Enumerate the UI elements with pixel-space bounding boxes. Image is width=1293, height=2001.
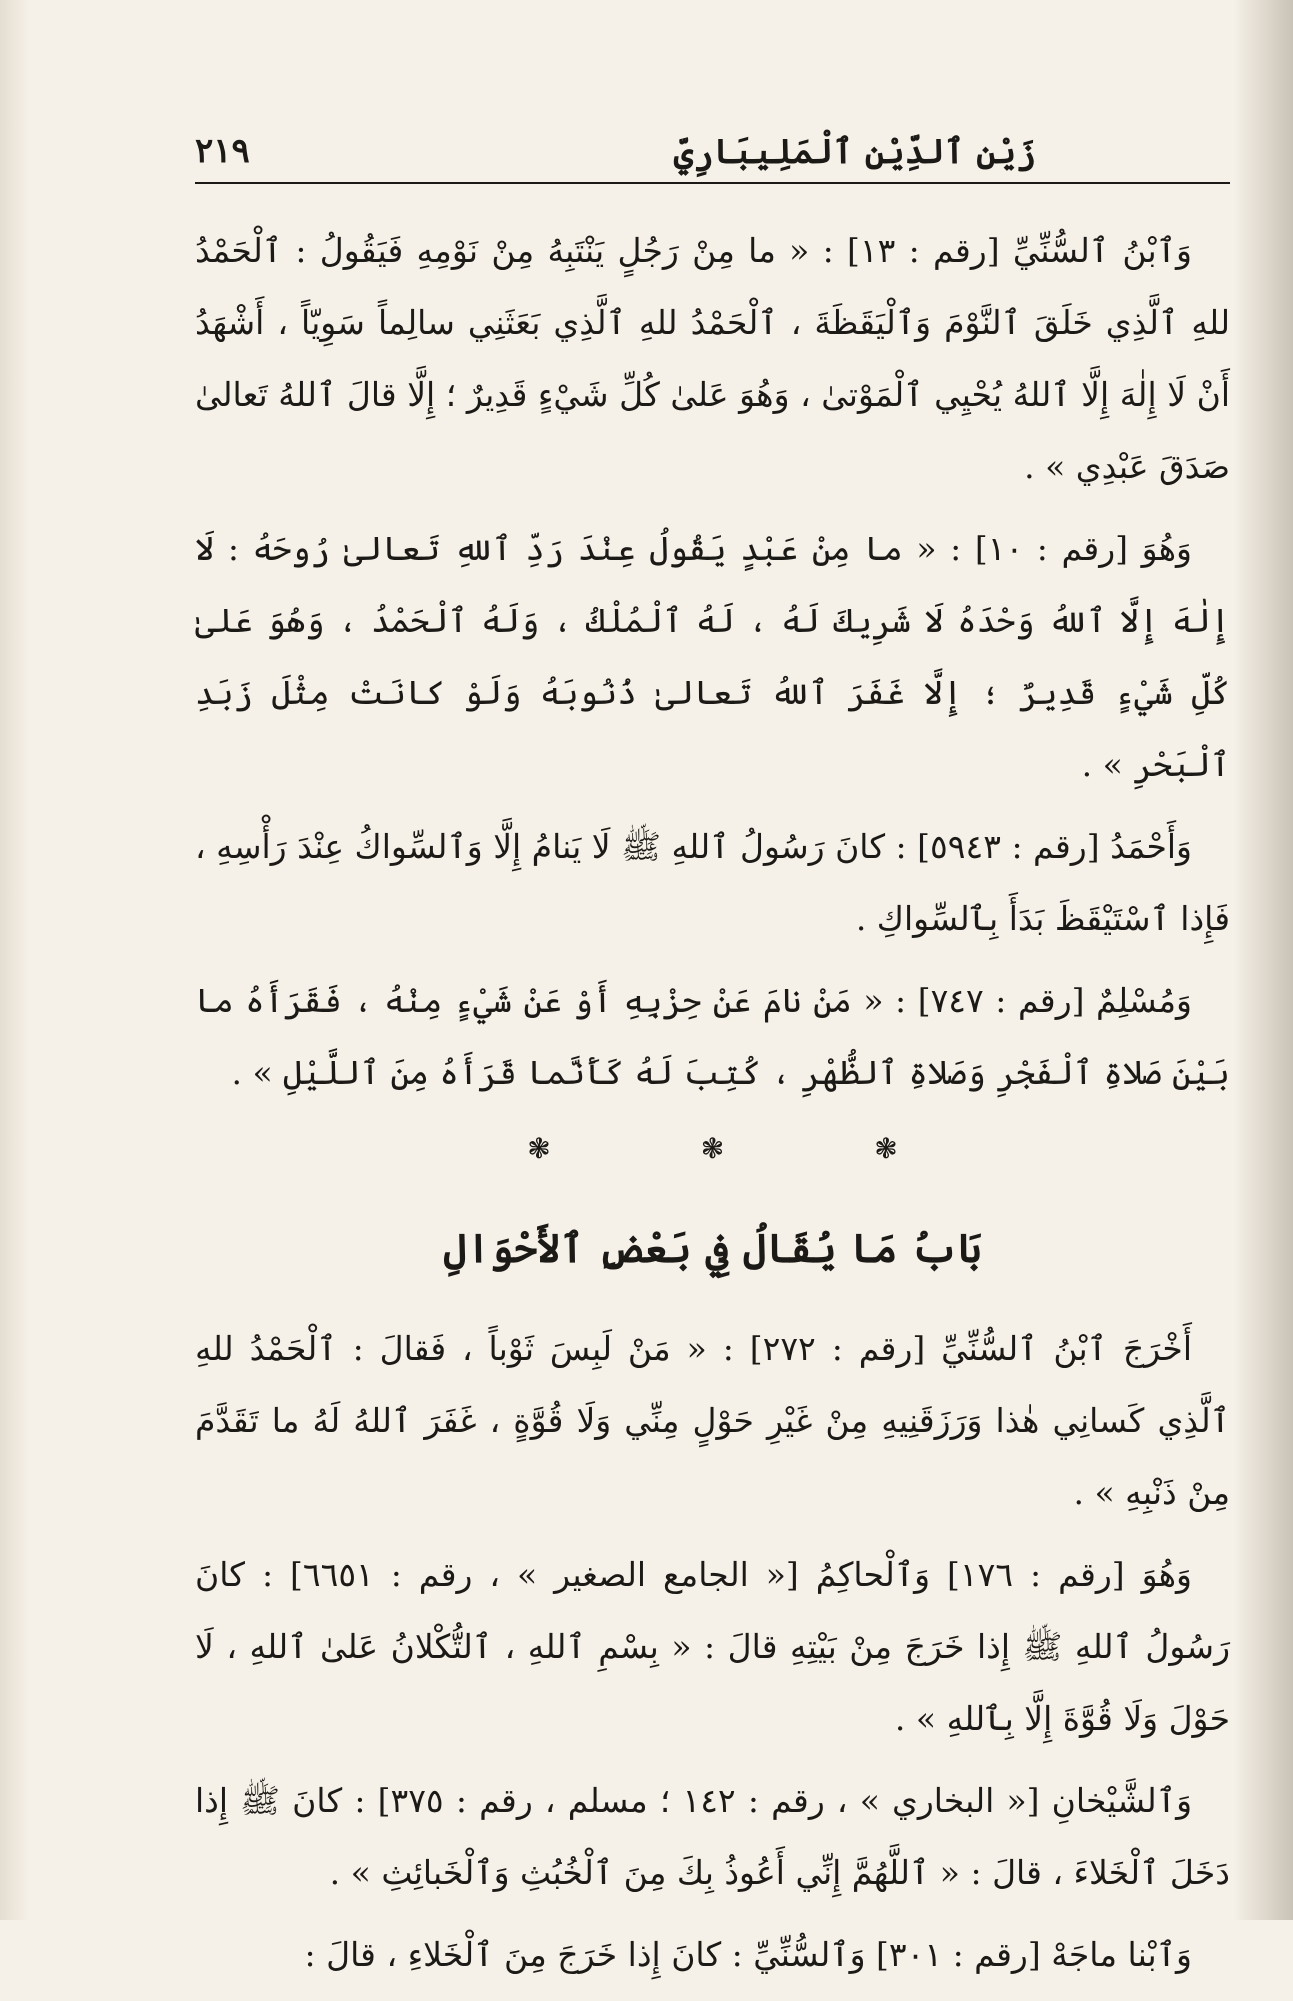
page-number: ٢١٩ — [195, 131, 250, 171]
running-title: زَيْن ٱلدِّيْن ٱلْمَلِيبَارِيّ — [673, 131, 1037, 172]
running-header — [195, 120, 1230, 184]
chapter-heading: بَابُ مَا يُقَالُ فِي بَعْضِ ٱلأَحْوَالِ — [443, 1225, 982, 1272]
hadith-paragraph: وَٱبْنا ماجَهْ [رقم : ٣٠١] وَٱلسُّنِّيِّ : كانَ إِذا خَرَجَ مِنَ ٱلْخَلاءِ ، قالَ : — [304, 1935, 1192, 1974]
hadith-paragraph: وَأَحْمَدُ [رقم : ٥٩٤٣] : كانَ رَسُولُ ٱللهِ ﷺ لَا يَنامُ إِلَّا وَٱلسِّواكُ عِنْدَ رَأْسِهِ ، فَإِذا ٱسْتَيْقَظَ بَدَأَ بِٱلسِّواكِ . — [195, 827, 1230, 938]
page-body — [195, 215, 1230, 2001]
hadith-paragraph: وَهُوَ [رقم : ١٧٦] وَٱلْحاكِمُ [« الجامع الصغير » ، رقم : ٦٦٥١] : كانَ رَسُولُ ٱللهِ ﷺ إِذا خَرَجَ مِنْ بَيْتِهِ قالَ : « بِسْمِ ٱللهِ ، ٱلتُّكْلانُ عَلىٰ ٱللهِ ، لَا حَوْلَ وَلَا قُوَّةَ إِلَّا بِٱللهِ » . — [195, 1555, 1230, 1738]
flower-ornament-icon: ❃ — [700, 1132, 725, 1165]
flower-ornament-icon: ❃ — [527, 1132, 551, 1165]
hadith-paragraph: وَٱلشَّيْخانِ [« البخاري » ، رقم : ١٤٢ ؛ مسلم ، رقم : ٣٧٥] : كانَ ﷺ إِذا دَخَلَ ٱلْخَلاءَ ، قالَ : « ٱللَّهُمَّ إِنِّي أَعُوذُ بِكَ مِنَ ٱلْخُبُثِ وَٱلْخَبائِثِ » . — [195, 1781, 1230, 1892]
section-divider — [195, 1119, 1230, 1179]
hadith-paragraph: وَمُسْلِمٌ [رقم : ٧٤٧] : « مَنْ نامَ عَنْ حِزْبِهِ أَوْ عَنْ شَيْءٍ مِنْهُ ، فَقَرَأَهُ ما بَيْنَ صَلاةِ ٱلْفَجْرِ وَصَلاةِ ٱلظُّهْرِ ، كُتِبَ لَهُ كَأَنَّما قَرَأَهُ مِنَ ٱللَّيْلِ » . — [195, 981, 1230, 1092]
hadith-paragraph: أَخْرَجَ ٱبْنُ ٱلسُّنِّيِّ [رقم : ٢٧٢] : « مَنْ لَبِسَ ثَوْباً ، فَقالَ : ٱلْحَمْدُ للهِ ٱلَّذِي كَسانِي هٰذا وَرَزَقَنِيهِ مِنْ غَيْرِ حَوْلٍ مِنِّي وَلَا قُوَّةٍ ، غَفَرَ ٱللهُ لَهُ ما تَقَدَّمَ مِنْ ذَنْبِهِ » . — [195, 1329, 1230, 1512]
hadith-paragraph: وَٱبْنُ ٱلسُّنِّيِّ [رقم : ١٣] : « ما مِنْ رَجُلٍ يَنْتَبِهُ مِنْ نَوْمِهِ فَيَقُولُ : ٱلْحَمْدُ للهِ ٱلَّذِي خَلَقَ ٱلنَّوْمَ وَٱلْيَقَظَةَ ، ٱلْحَمْدُ للهِ ٱلَّذِي بَعَثَنِي سالِماً سَوِيّاً ، أَشْهَدُ أَنْ لَا إِلٰهَ إِلَّا ٱللهُ يُحْيِي ٱلْمَوْتىٰ ، وَهُوَ عَلىٰ كُلِّ شَيْءٍ قَدِيرٌ ؛ إِلَّا قالَ ٱللهُ تَعالىٰ صَدَقَ عَبْدِي » . — [195, 231, 1230, 486]
flower-ornament-icon: ❃ — [874, 1132, 898, 1165]
page-edge-shadow-left — [0, 0, 30, 1920]
page-edge-shadow — [1233, 0, 1293, 1920]
hadith-paragraph: وَهُوَ [رقم : ١٠] : « ما مِنْ عَبْدٍ يَقُولُ عِنْدَ رَدِّ ٱللهِ تَعالىٰ رُوحَهُ : لَا إِلٰهَ إِلَّا ٱللهُ وَحْدَهُ لَا شَرِيكَ لَهُ ، لَهُ ٱلْمُلْكُ ، وَلَهُ ٱلْحَمْدُ ، وَهُوَ عَلىٰ كُلِّ شَيْءٍ قَدِيرٌ ؛ إِلَّا غَفَرَ ٱللهُ تَعالىٰ ذُنُوبَهُ وَلَوْ كانَتْ مِثْلَ زَبَدِ ٱلْبَحْرِ » . — [195, 529, 1230, 784]
